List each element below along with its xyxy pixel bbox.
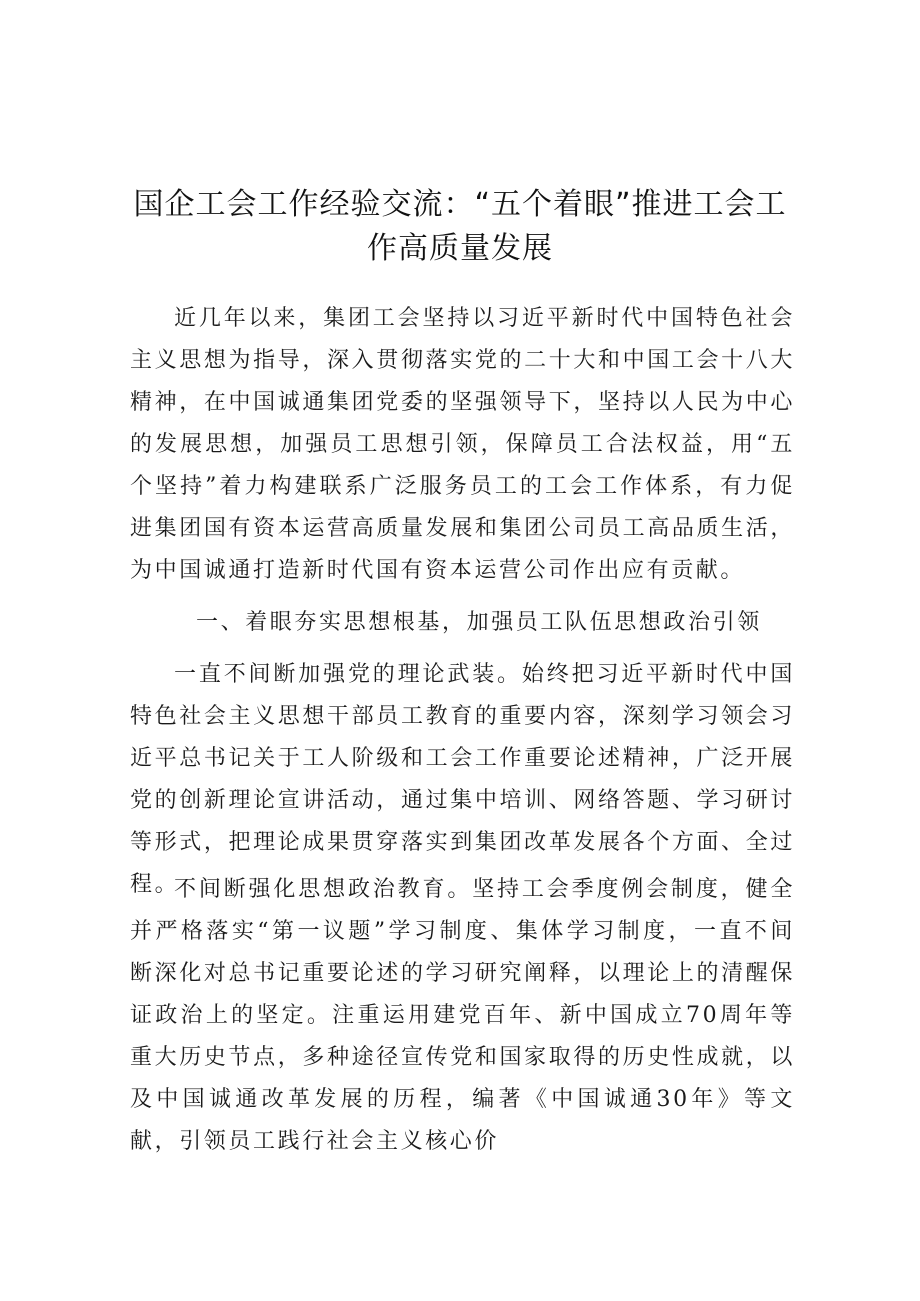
intro-paragraph: 近几年以来，集团工会坚持以习近平新时代中国特色社会主义思想为指导，深入贯彻落实党的二十大和中国工会十八大精神，在中国诚通集团党委的坚强领导下，坚持以人民为中心的发展思想，加强员工思想引领，保障员工合法权益，用“五个坚持”着力构建联系广泛服务员工的工会工作体系，有力促进集团国有资本运营高质量发展和集团公司员工高品质生活，为中国诚通打造新时代国有资本运营公司作出应有贡献。 (130, 306, 795, 583)
body-paragraph: 不间断强化思想政治教育。坚持工会季度例会制度，健全并严格落实“第一议题”学习制度、集体学习制度，一直不间断深化对总书记重要论述的学习研究阐释，以理论上的清醒保证政治上的坚定。注重运用建党百年、新中国成立70周年等重大历史节点，多种途径宣传党和国家取得的历史性成就，以及中国诚通改革发展的历程，编著《中国诚通30年》等文献，引领员工践行社会主义核心价 (130, 877, 795, 1154)
body-paragraph: 一直不间断加强党的理论武装。始终把习近平新时代中国特色社会主义思想干部员工教育的重要内容，深刻学习领会习近平总书记关于工人阶级和工会工作重要论述精神，广泛开展党的创新理论宣讲活动，通过集中培训、网络答题、学习研讨等形式，把理论成果贯穿落实到集团改革发展各个方面、全过程。 (130, 662, 795, 897)
document-title: 国企工会工作经验交流：“五个着眼”推进工会工作高质量发展 (133, 187, 787, 266)
section-heading: 一、着眼夯实思想根基，加强员工队伍思想政治引领 (196, 610, 762, 635)
